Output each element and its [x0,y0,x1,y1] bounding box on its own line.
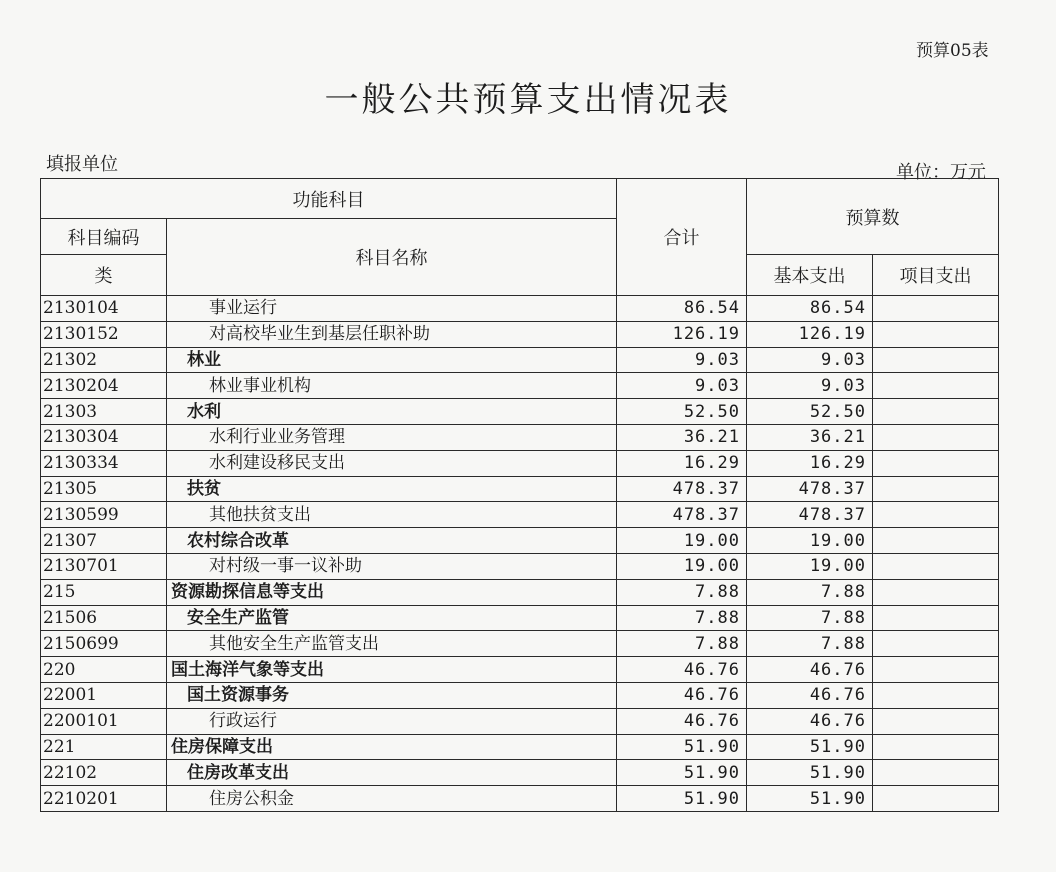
table-row [41,296,999,322]
header-function-subject: 功能科目 [41,179,617,219]
row-total: 7.88 [617,579,747,605]
row-basic: 46.76 [747,708,873,734]
row-name: 水利 [167,399,617,425]
row-project [873,553,999,579]
reporting-unit-label: 填报单位 [46,154,118,175]
row-basic: 36.21 [747,424,873,450]
table-row [41,347,999,373]
row-name: 国土海洋气象等支出 [167,657,617,683]
row-project [873,450,999,476]
row-total: 51.90 [617,760,747,786]
row-total: 16.29 [617,450,747,476]
row-basic: 9.03 [747,347,873,373]
row-code: 220 [41,657,167,683]
row-code: 2130152 [41,321,167,347]
row-project [873,502,999,528]
row-total: 51.90 [617,734,747,760]
row-total: 7.88 [617,631,747,657]
table-row [41,579,999,605]
table-row [41,502,999,528]
row-total: 478.37 [617,476,747,502]
row-project [873,786,999,812]
row-total: 7.88 [617,605,747,631]
row-project [873,605,999,631]
row-total: 9.03 [617,373,747,399]
row-basic: 126.19 [747,321,873,347]
row-name: 住房保障支出 [167,734,617,760]
row-project [873,424,999,450]
row-basic: 46.76 [747,657,873,683]
row-name: 安全生产监管 [167,605,617,631]
row-total: 126.19 [617,321,747,347]
row-total: 52.50 [617,399,747,425]
table-row [41,373,999,399]
row-basic: 7.88 [747,579,873,605]
table-row [41,760,999,786]
row-basic: 9.03 [747,373,873,399]
form-number: 预算05表 [916,41,989,61]
row-code: 21307 [41,528,167,554]
row-total: 86.54 [617,296,747,322]
row-code: 221 [41,734,167,760]
row-code: 21302 [41,347,167,373]
row-code: 22102 [41,760,167,786]
page-title: 一般公共预算支出情况表 [324,80,732,120]
row-code: 2210201 [41,786,167,812]
header-budget: 预算数 [747,179,999,255]
row-basic: 478.37 [747,502,873,528]
row-basic: 51.90 [747,760,873,786]
row-code: 2130304 [41,424,167,450]
table-row [41,708,999,734]
row-basic: 478.37 [747,476,873,502]
row-code: 22001 [41,682,167,708]
header-subject-code: 科目编码 [41,219,167,255]
row-project [873,373,999,399]
row-basic: 51.90 [747,734,873,760]
row-project [873,760,999,786]
row-basic: 52.50 [747,399,873,425]
table-row [41,786,999,812]
row-total: 51.90 [617,786,747,812]
row-total: 36.21 [617,424,747,450]
row-project [873,579,999,605]
row-basic: 16.29 [747,450,873,476]
row-project [873,296,999,322]
row-project [873,476,999,502]
row-name: 对村级一事一议补助 [167,553,617,579]
row-name: 住房公积金 [167,786,617,812]
header-basic: 基本支出 [747,255,873,296]
row-project [873,657,999,683]
row-project [873,631,999,657]
row-code: 2200101 [41,708,167,734]
row-code: 2130701 [41,553,167,579]
header-subject-name: 科目名称 [167,219,617,296]
table-row [41,321,999,347]
table-row [41,399,999,425]
row-code: 2130204 [41,373,167,399]
table-row [41,528,999,554]
row-name: 事业运行 [167,296,617,322]
row-total: 46.76 [617,657,747,683]
row-project [873,734,999,760]
row-code: 2130104 [41,296,167,322]
row-basic: 86.54 [747,296,873,322]
row-name: 行政运行 [167,708,617,734]
row-project [873,321,999,347]
row-code: 215 [41,579,167,605]
table-row [41,605,999,631]
row-name: 扶贫 [167,476,617,502]
table-row [41,450,999,476]
row-code: 21506 [41,605,167,631]
currency-unit-label: 单位：万元 [896,162,986,183]
row-name: 水利建设移民支出 [167,450,617,476]
row-code: 21305 [41,476,167,502]
table-row [41,424,999,450]
row-code: 2130599 [41,502,167,528]
table-row [41,553,999,579]
row-project [873,708,999,734]
row-name: 资源勘探信息等支出 [167,579,617,605]
row-basic: 7.88 [747,605,873,631]
row-name: 其他扶贫支出 [167,502,617,528]
row-name: 住房改革支出 [167,760,617,786]
table-row [41,631,999,657]
row-basic: 46.76 [747,682,873,708]
row-name: 农村综合改革 [167,528,617,554]
row-name: 其他安全生产监管支出 [167,631,617,657]
row-basic: 7.88 [747,631,873,657]
table-row [41,657,999,683]
row-total: 9.03 [617,347,747,373]
row-project [873,399,999,425]
row-code: 2150699 [41,631,167,657]
row-project [873,682,999,708]
table-row [41,682,999,708]
header-project: 项目支出 [873,255,999,296]
row-code: 21303 [41,399,167,425]
budget-table [40,178,999,812]
row-basic: 19.00 [747,553,873,579]
table-row [41,734,999,760]
row-total: 46.76 [617,708,747,734]
row-name: 林业事业机构 [167,373,617,399]
row-name: 国土资源事务 [167,682,617,708]
row-name: 林业 [167,347,617,373]
row-basic: 51.90 [747,786,873,812]
row-project [873,528,999,554]
header-category: 类 [41,255,167,296]
row-total: 46.76 [617,682,747,708]
row-code: 2130334 [41,450,167,476]
table-row [41,476,999,502]
row-total: 478.37 [617,502,747,528]
row-name: 水利行业业务管理 [167,424,617,450]
row-project [873,347,999,373]
header-total: 合计 [617,179,747,296]
row-total: 19.00 [617,553,747,579]
row-total: 19.00 [617,528,747,554]
row-basic: 19.00 [747,528,873,554]
row-name: 对高校毕业生到基层任职补助 [167,321,617,347]
